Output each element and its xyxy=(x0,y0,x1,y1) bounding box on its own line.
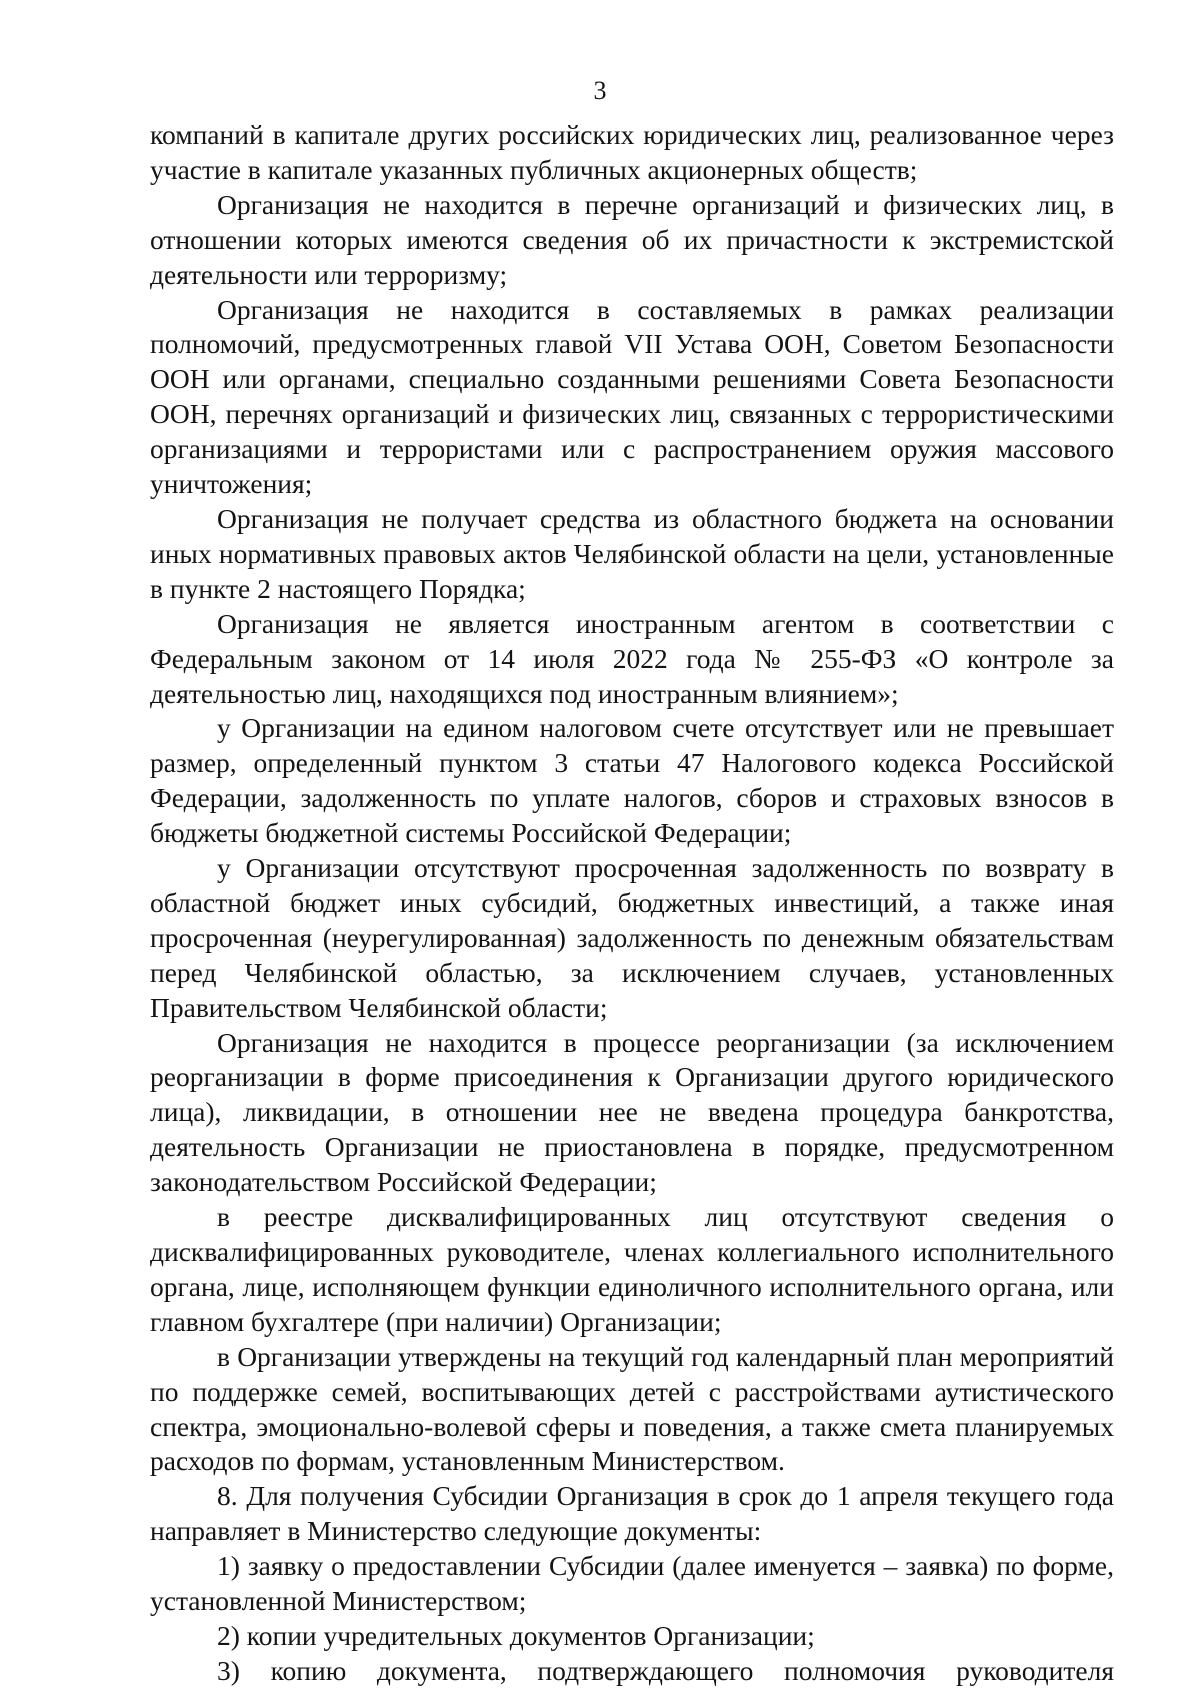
paragraph: Организация не находится в процессе реорганизации (за исключением реорганизации в форме присоединения к Организации другого юридического лица), ликвидации, в отношении нее не введена процедура банкротства, деятельность Организации не приостановлена в порядке, предусмотренном законодательством Российской Федерации; xyxy=(150,1026,1114,1198)
paragraph: Организация не находится в составляемых в рамках реализации полномочий, предусмотренных главой VII Устава ООН, Советом Безопасности ООН или органами, специально созданными решениями Совета Безопасности ООН, перечнях организаций и физических лиц, связанных с террористическими организациями и террористами или с распространением оружия массового уничтожения; xyxy=(150,293,1114,500)
paragraph: в реестре дисквалифицированных лиц отсутствуют сведения о дисквалифицированных руководителе, членах коллегиального исполнительного органа, лице, исполняющем функции единоличного исполнительного органа, или главном бухгалтере (при наличии) Организации; xyxy=(150,1201,1114,1337)
document-body xyxy=(150,118,1114,1689)
paragraph: Организация не является иностранным агентом в соответствии с Федеральным законом от 14 июля 2022 года № 255-ФЗ «О контроле за деятельностью лиц, находящихся под иностранным влиянием»; xyxy=(150,607,1114,709)
paragraph: Организация не находится в перечне организаций и физических лиц, в отношении которых имеются сведения об их причастности к экстремистской деятельности или терроризму; xyxy=(150,188,1114,290)
paragraph-continuation: компаний в капитале других российских юридических лиц, реализованное через участие в капитале указанных публичных акционерных обществ; xyxy=(150,119,1114,185)
paragraph-subitem-1: 1) заявку о предоставлении Субсидии (далее именуется – заявка) по форме, установленной Министерством; xyxy=(150,1550,1114,1617)
paragraph: в Организации утверждены на текущий год календарный план мероприятий по поддержке семей, воспитывающих детей с расстройствами аутистического спектра, эмоционально-волевой сферы и поведения, а также смета планируемых расходов по формам, установленным Министерством. xyxy=(150,1340,1114,1477)
page-number: 3 xyxy=(593,76,607,105)
paragraph: у Организации отсутствуют просроченная задолженность по возврату в областной бюджет иных субсидий, бюджетных инвестиций, а также иная просроченная (неурегулированная) задолженность по денежным обязательствам перед Челябинской областью, за исключением случаев, установленных Правительством Челябинской области; xyxy=(150,852,1114,1023)
paragraph-subitem-3: 3) копию документа, подтверждающего полномочия руководителя xyxy=(217,1654,1114,1686)
paragraph: у Организации на едином налоговом счете отсутствует или не превышает размер, определенный пунктом 3 статьи 47 Налогового кодекса Российской Федерации, задолженность по уплате налогов, сборов и страховых взносов в бюджеты бюджетной системы Российской Федерации; xyxy=(150,712,1114,849)
paragraph-subitem-2: 2) копии учредительных документов Организации; xyxy=(217,1619,815,1651)
paragraph-item-8: 8. Для получения Субсидии Организация в срок до 1 апреля текущего года направляет в Министерство следующие документы: xyxy=(150,1480,1114,1547)
paragraph: Организация не получает средства из областного бюджета на основании иных нормативных правовых актов Челябинской области на цели, установленные в пункте 2 настоящего Порядка; xyxy=(150,502,1114,604)
